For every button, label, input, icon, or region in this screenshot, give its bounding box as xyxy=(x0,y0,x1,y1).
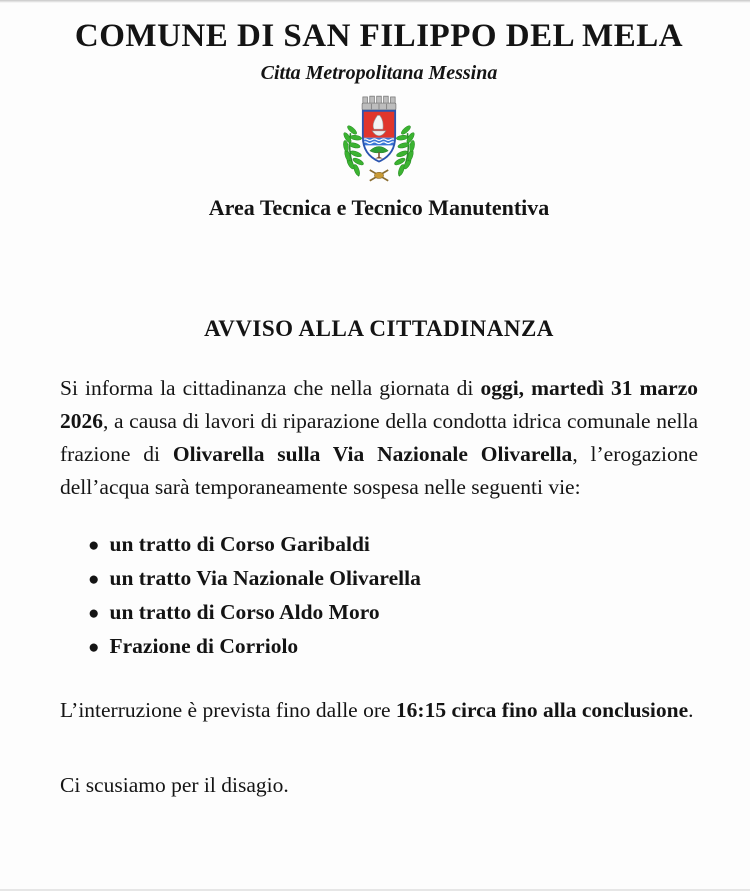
bullet-icon: ● xyxy=(88,637,100,658)
photo-edge-top xyxy=(0,0,750,3)
street-name: un tratto di Corso Garibaldi xyxy=(109,532,370,556)
province-subtitle: Citta Metropolitana Messina xyxy=(260,62,498,84)
apology-text: Ci scusiamo per il disagio. xyxy=(60,773,289,797)
street-list-item xyxy=(88,596,698,630)
notice-intro-paragraph: Si informa la cittadinanza che nella giornata di oggi, martedì 31 marzo 2026, a causa di lavori di riparazione della condotta idrica comunale nella frazione di Olivarella sulla Via Nazionale Olivarella, l’erogazione dell’acqua sarà temporaneamente sospesa nelle seguenti vie: xyxy=(60,376,698,499)
bullet-icon: ● xyxy=(88,569,100,590)
bullet-icon: ● xyxy=(88,535,100,556)
municipality-name: COMUNE DI SAN FILIPPO DEL MELA xyxy=(74,18,684,54)
municipal-coat-of-arms-icon xyxy=(60,90,698,190)
department-name: Area Tecnica e Tecnico Manutentiva xyxy=(208,195,550,220)
mural-crown-icon xyxy=(362,96,396,110)
street-name: un tratto di Corso Aldo Moro xyxy=(109,600,380,624)
street-name: un tratto Via Nazionale Olivarella xyxy=(109,566,421,590)
street-list-item xyxy=(88,630,698,664)
street-list-item xyxy=(88,528,698,562)
notice-title: AVVISO ALLA CITTADINANZA xyxy=(204,316,554,341)
affected-streets-list xyxy=(60,528,698,664)
street-name: Frazione di Corriolo xyxy=(109,634,299,658)
bullet-icon: ● xyxy=(88,603,100,624)
street-list-item xyxy=(88,562,698,596)
interruption-paragraph: L’interruzione è prevista fino dalle ore 16:15 circa fino alla conclusione. xyxy=(60,698,694,722)
shield xyxy=(363,111,395,162)
